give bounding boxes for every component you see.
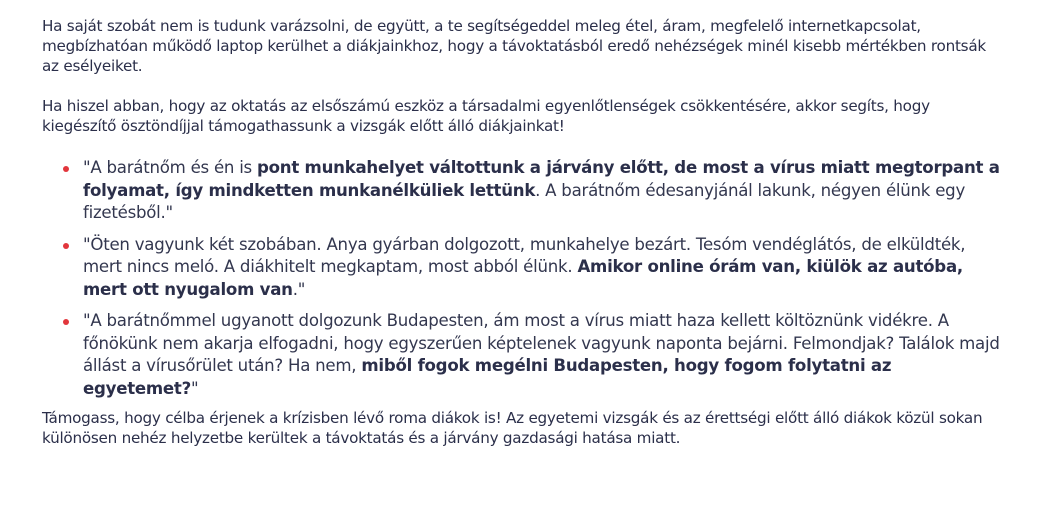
testimonial-text-end: ." [292,279,306,299]
testimonial-item [83,157,1003,225]
bullet-dot-icon [63,166,69,172]
testimonial-highlight: Amikor online órám van, kiülök az autóba, mert ott nyugalom van [83,257,963,299]
bullet-dot-icon [63,243,69,249]
testimonial-item [83,310,1003,400]
bullet-dot-icon [63,319,69,325]
intro-paragraph-2: Ha hiszel abban, hogy az oktatás az elsőszámú eszköz a társadalmi egyenlőtlenségek csökkentésére, akkor segíts, hogy kiegészítő ösztöndíjjal támogathassunk a vizsgák előtt álló diákjainkat! [42,97,930,135]
testimonial-item [83,234,1003,302]
testimonial-text-start: "A barátnőmmel ugyanott dolgozunk Budapesten, ám most a vírus miatt haza kellett költöznünk vidékre. A főnökünk nem akarja elfogadni, hogy egyszerűen képtelenek vagyunk naponta bejárni. Felmondjak? Találok majd állást a vírusőrület után? Ha nem, [83,311,1000,375]
testimonial-highlight: miből fogok megélni Budapesten, hogy fogom folytatni az egyetemet? [83,356,892,398]
testimonial-highlight: pont munkahelyet váltottunk a járvány előtt, de most a vírus miatt megtorpant a folyamat, így mindketten munkanélküliek lettünk [83,158,1000,200]
testimonial-text-end: " [191,378,199,398]
intro-paragraph-1: Ha saját szobát nem is tudunk varázsolni, de együtt, a te segítségeddel meleg étel, áram, megfelelő internetkapcsolat, megbízhatóan működő laptop kerülhet a diákjainkhoz, hogy a távoktatásból eredő nehézségek minél kisebb mértékben rontsák az esélyeiket. [42,17,986,75]
testimonial-text-start: "Öten vagyunk két szobában. Anya gyárban dolgozott, munkahelye bezárt. Tesóm vendéglátós, de elküldték, mert nincs meló. A diákhitelt megkaptam, most abból élünk. [83,234,966,276]
testimonial-text-start: "A barátnőm és én is [83,158,257,177]
testimonial-text-end: . A barátnőm édesanyjánál lakunk, négyen élünk egy fizetésből." [83,180,966,222]
testimonial-list [42,157,1003,400]
closing-paragraph: Támogass, hogy célba érjenek a krízisben lévő roma diákok is! Az egyetemi vizsgák és az érettségi előtt álló diákok közül sokan különösen nehéz helyzetbe kerültek a távoktatás és a járvány gazdasági hatása miatt. [42,409,983,447]
